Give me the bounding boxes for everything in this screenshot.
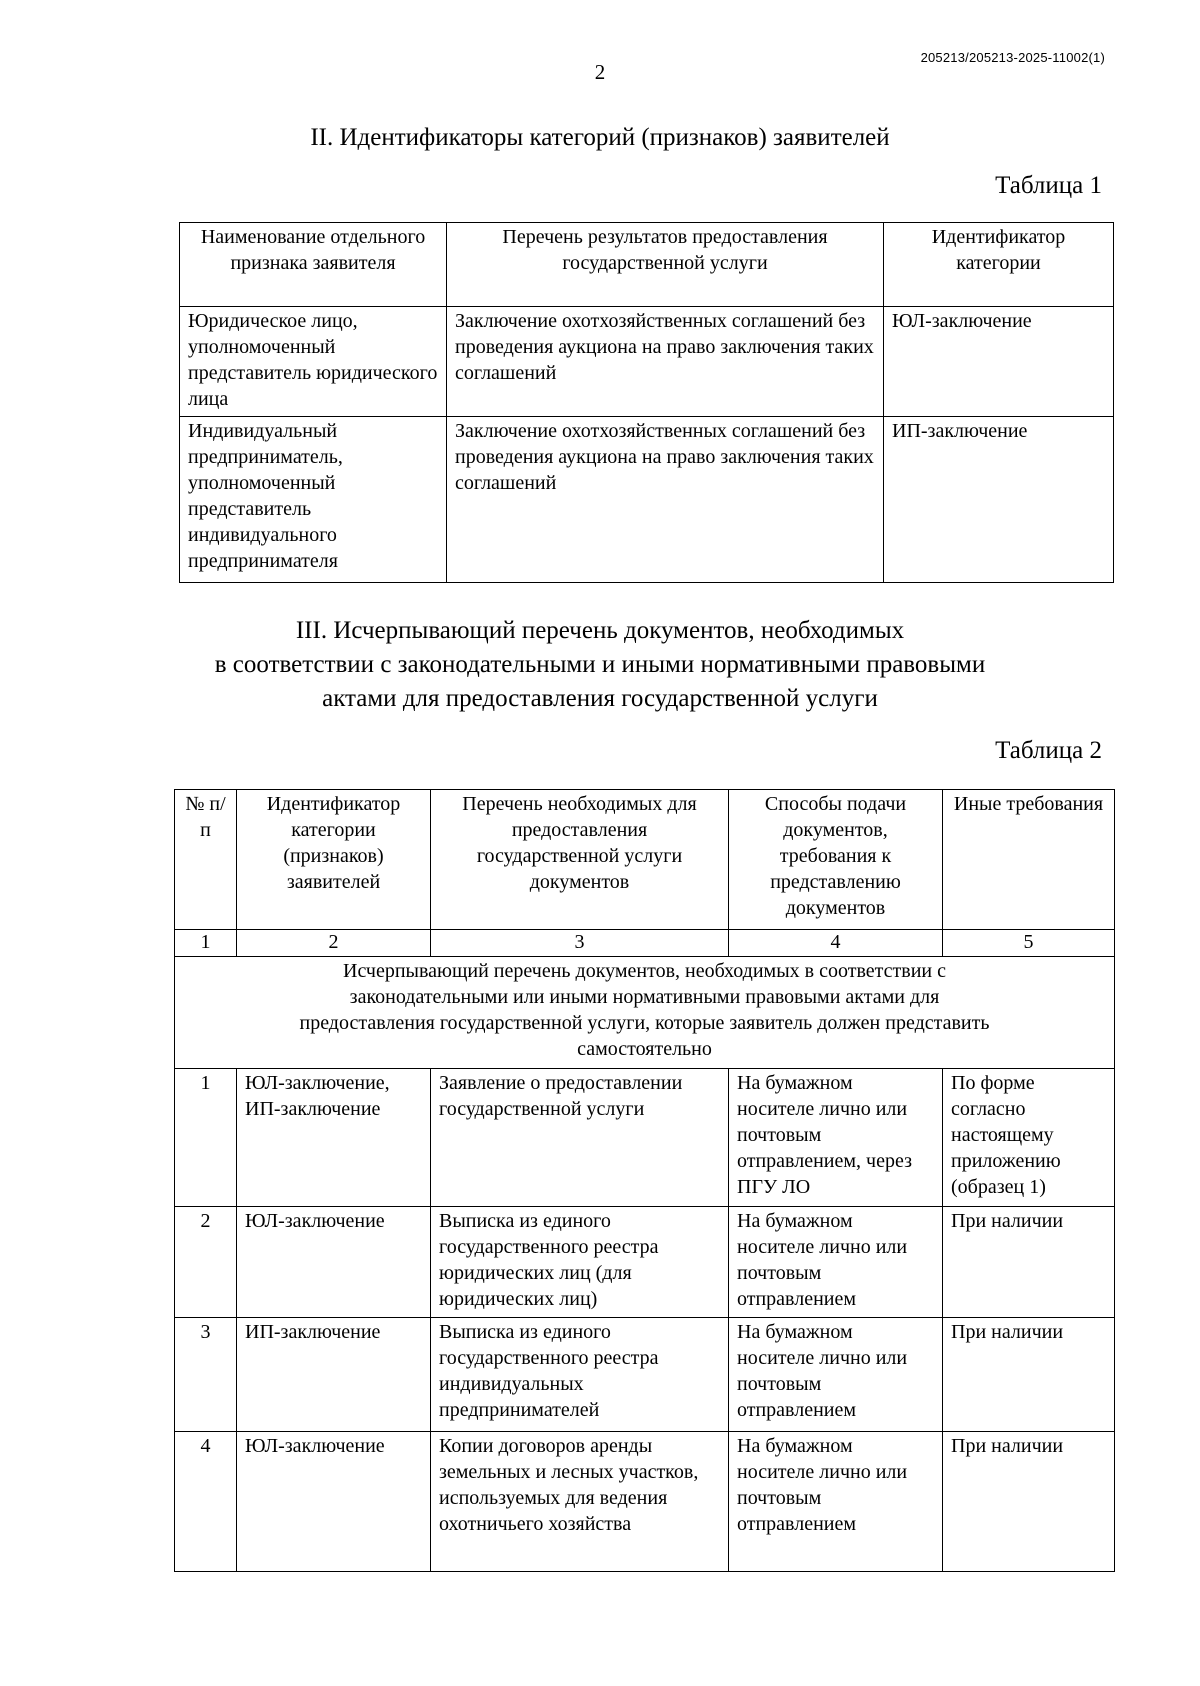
documents-cell: Копии договоров аренды земельных и лесных участков, используемых для ведения охотничьего хозяйства xyxy=(431,1432,729,1572)
identifier-cell: ЮЛ-заключение xyxy=(884,307,1114,417)
result-cell: Заключение охотхозяйственных соглашений без проведения аукциона на право заключения таких соглашений xyxy=(447,307,884,417)
header-cell: Идентификатор категории (признаков) заявителей xyxy=(237,790,431,930)
page-number: 2 xyxy=(594,60,606,84)
table-row xyxy=(175,1432,1115,1572)
category-cell: ИП-заключение xyxy=(237,1318,431,1432)
column-number: 4 xyxy=(729,930,943,957)
column-number: 2 xyxy=(237,930,431,957)
submission-cell: На бумажном носителе лично или почтовым отправлением xyxy=(729,1207,943,1318)
table-row xyxy=(175,1069,1115,1207)
column-number: 5 xyxy=(943,930,1115,957)
result-cell: Заключение охотхозяйственных соглашений без проведения аукциона на право заключения таких соглашений xyxy=(447,417,884,583)
row-number-cell: 1 xyxy=(175,1069,237,1207)
column-number: 1 xyxy=(175,930,237,957)
other-requirements-cell: При наличии xyxy=(943,1318,1115,1432)
section-2-title: II. Идентификаторы категорий (признаков) заявителей xyxy=(310,124,890,151)
identifiers-table xyxy=(179,222,1114,583)
column-number: 3 xyxy=(431,930,729,957)
column-number-row xyxy=(175,930,1115,957)
row-number-cell: 4 xyxy=(175,1432,237,1572)
documents-cell: Заявление о предоставлении государственной услуги xyxy=(431,1069,729,1207)
category-cell: ЮЛ-заключение xyxy=(237,1432,431,1572)
feature-cell: Юридическое лицо, уполномоченный представитель юридического лица xyxy=(180,307,447,417)
table-2-label: Таблица 2 xyxy=(995,737,1102,764)
submission-cell: На бумажном носителе лично или почтовым отправлением xyxy=(729,1318,943,1432)
section-3-title-line-3: актами для предоставления государственной услуги xyxy=(322,685,878,712)
category-cell: ЮЛ-заключение xyxy=(237,1207,431,1318)
documents-table xyxy=(174,789,1115,1572)
header-cell: № п/п xyxy=(175,790,237,930)
table-row xyxy=(175,1318,1115,1432)
section-3-title-line-2: в соответствии с законодательными и иными нормативными правовыми xyxy=(214,651,986,678)
header-cell: Идентификатор категории xyxy=(884,223,1114,307)
section-3-title-line-1: III. Исчерпывающий перечень документов, необходимых xyxy=(295,617,905,644)
table-1-label: Таблица 1 xyxy=(995,172,1102,199)
header-cell: Иные требования xyxy=(943,790,1115,930)
other-requirements-cell: При наличии xyxy=(943,1432,1115,1572)
identifier-cell: ИП-заключение xyxy=(884,417,1114,583)
header-cell: Наименование отдельного признака заявителя xyxy=(180,223,447,307)
table-header-row xyxy=(175,790,1115,930)
header-cell: Способы подачи документов, требования к представлению документов xyxy=(729,790,943,930)
other-requirements-cell: При наличии xyxy=(943,1207,1115,1318)
group-title-cell: Исчерпывающий перечень документов, необходимых в соответствии с законодательными или иными нормативными правовыми актами для предоставления государственной услуги, которые заявитель должен представить самостоятельно xyxy=(175,957,1115,1069)
table-header-row xyxy=(180,223,1114,307)
row-number-cell: 2 xyxy=(175,1207,237,1318)
row-number-cell: 3 xyxy=(175,1318,237,1432)
header-cell: Перечень результатов предоставления государственной услуги xyxy=(447,223,884,307)
documents-cell: Выписка из единого государственного реестра индивидуальных предпринимателей xyxy=(431,1318,729,1432)
header-cell: Перечень необходимых для предоставления государственной услуги документов xyxy=(431,790,729,930)
group-title-row xyxy=(175,957,1115,1069)
feature-cell: Индивидуальный предприниматель, уполномоченный представитель индивидуального предпринимателя xyxy=(180,417,447,583)
submission-cell: На бумажном носителе лично или почтовым отправлением, через ПГУ ЛО xyxy=(729,1069,943,1207)
table-row xyxy=(180,417,1114,583)
document-id: 205213/205213-2025-11002(1) xyxy=(920,50,1105,65)
submission-cell: На бумажном носителе лично или почтовым отправлением xyxy=(729,1432,943,1572)
table-row xyxy=(180,307,1114,417)
documents-cell: Выписка из единого государственного реестра юридических лиц (для юридических лиц) xyxy=(431,1207,729,1318)
table-row xyxy=(175,1207,1115,1318)
category-cell: ЮЛ-заключение, ИП-заключение xyxy=(237,1069,431,1207)
other-requirements-cell: По форме согласно настоящему приложению (образец 1) xyxy=(943,1069,1115,1207)
